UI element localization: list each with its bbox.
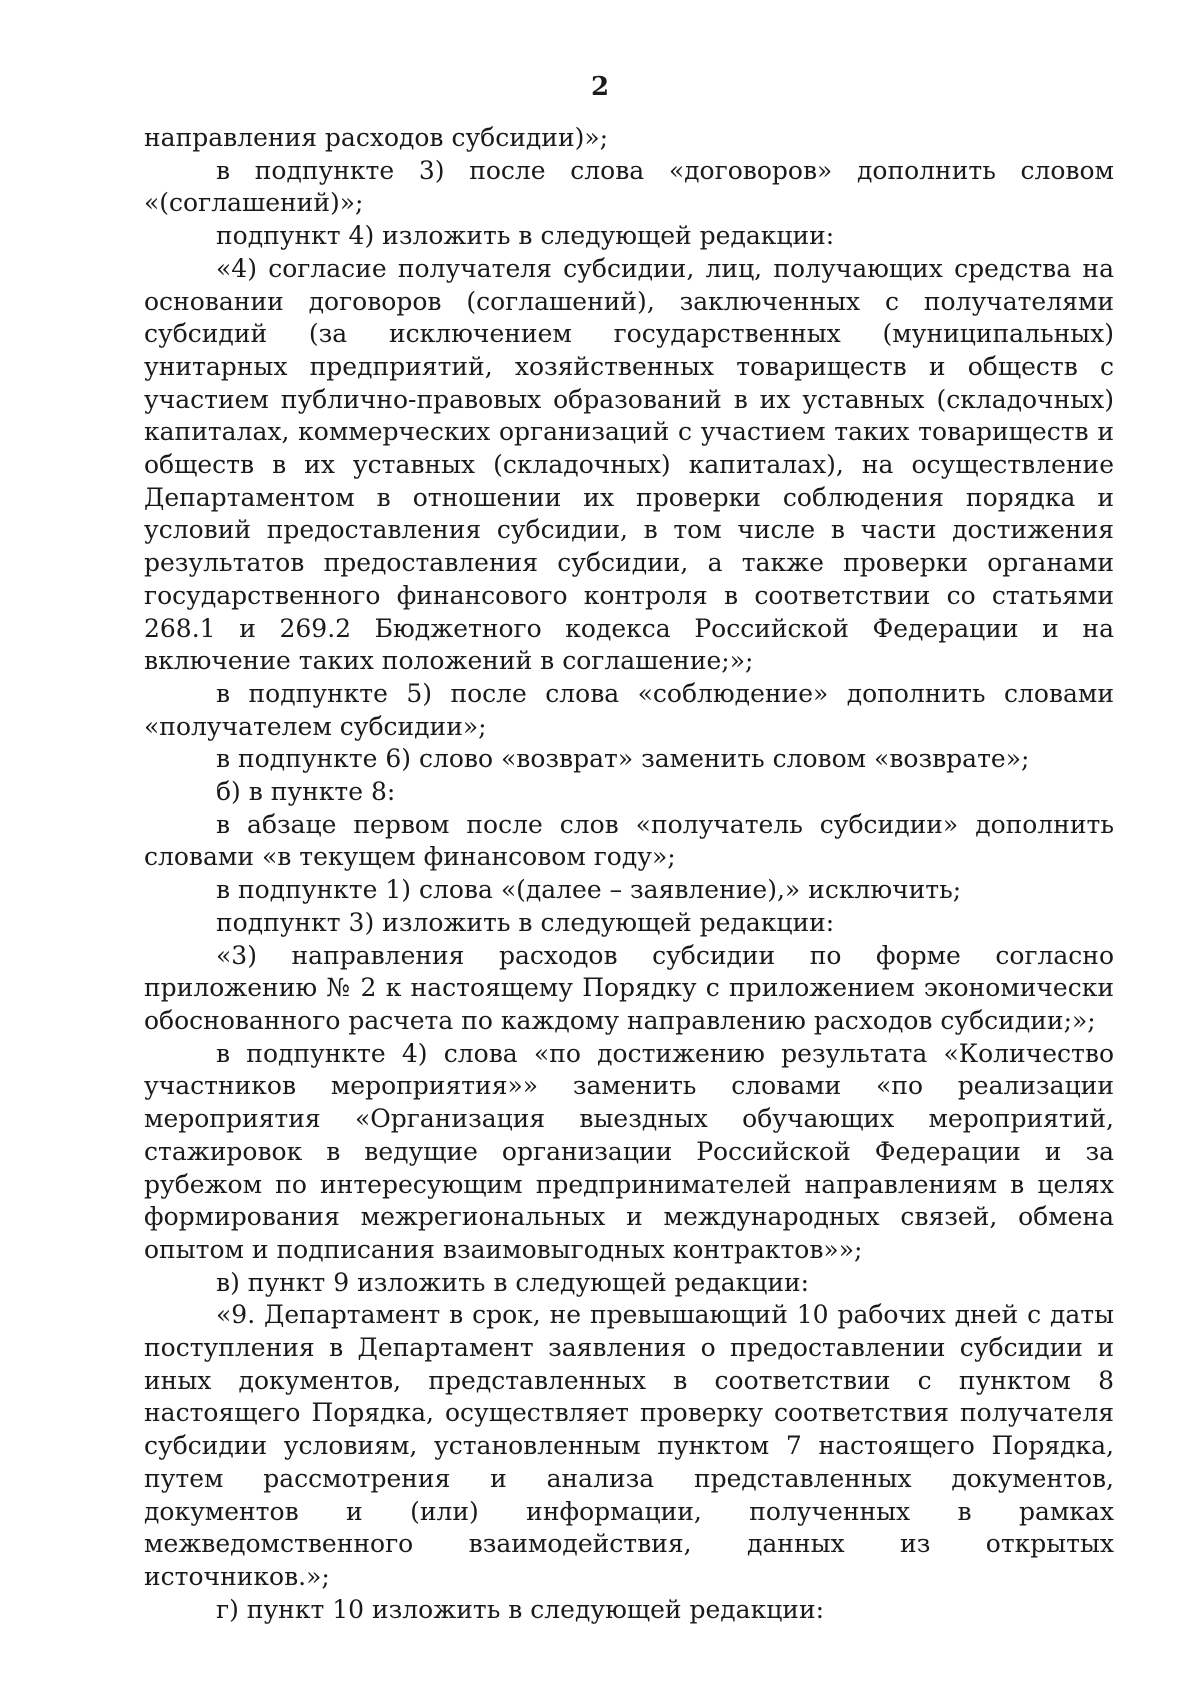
paragraph: б) в пункте 8:	[216, 777, 396, 807]
page-number: 2	[590, 72, 610, 102]
paragraph: «3) направления расходов субсидии по форме согласно приложению № 2 к настоящему Порядку с приложением экономически обоснованного расчета по каждому направлению расходов субсидии;»;	[144, 940, 1114, 1035]
paragraph: в подпункте 1) слова «(далее – заявление),» исключить;	[216, 875, 962, 905]
paragraph: подпункт 3) изложить в следующей редакции:	[216, 907, 835, 937]
paragraph: в подпункте 4) слова «по достижению результата «Количество участников мероприятия»» заменить словами «по реализации мероприятия «Организация выездных обучающих мероприятий, стажировок в ведущие организации Российской Федерации и за рубежом по интересующим предпринимателей направлениям в целях формирования межрегиональных и международных связей, обмена опытом и подписания взаимовыгодных контрактов»»;	[144, 1038, 1114, 1264]
paragraph: подпункт 4) изложить в следующей редакции:	[216, 221, 835, 251]
paragraph: направления расходов субсидии)»;	[144, 123, 609, 152]
paragraph: «4) согласие получателя субсидии, лиц, получающих средства на основании договоров (соглашений), заключенных с получателями субсидий (за исключением государственных (муниципальных) унитарных предприятий, хозяйственных товариществ и обществ с участием публично-правовых образований в их уставных (складочных) капиталах, коммерческих организаций с участием таких товариществ и обществ в их уставных (складочных) капиталах), на осуществление Департаментом в отношении их проверки соблюдения порядка и условий предоставления субсидии, в том числе в части достижения результатов предоставления субсидии, а также проверки органами государственного финансового контроля в соответствии со статьями 268.1 и 269.2 Бюджетного кодекса Российской Федерации и на включение таких положений в соглашение;»;	[144, 253, 1114, 676]
paragraph: в подпункте 3) после слова «договоров» дополнить словом «(соглашений)»;	[144, 155, 1114, 218]
paragraph: в подпункте 5) после слова «соблюдение» дополнить словами «получателем субсидии»;	[144, 678, 1114, 741]
paragraph: г) пункт 10 изложить в следующей редакции:	[216, 1594, 825, 1624]
paragraph: «9. Департамент в срок, не превышающий 10 рабочих дней с даты поступления в Департамент заявления о предоставлении субсидии и иных документов, представленных в соответствии с пунктом 8 настоящего Порядка, осуществляет проверку соответствия получателя субсидии условиям, установленным пунктом 7 настоящего Порядка, путем рассмотрения и анализа представленных документов, документов и (или) информации, полученных в рамках межведомственного взаимодействия, данных из открытых источников.»;	[144, 1300, 1114, 1591]
paragraph: в абзаце первом после слов «получатель субсидии» дополнить словами «в текущем финансовом году»;	[144, 809, 1114, 872]
paragraph: в подпункте 6) слово «возврат» заменить словом «возврате»;	[216, 744, 1030, 774]
document-body	[144, 122, 1114, 1626]
paragraph: в) пункт 9 изложить в следующей редакции:	[216, 1267, 810, 1297]
